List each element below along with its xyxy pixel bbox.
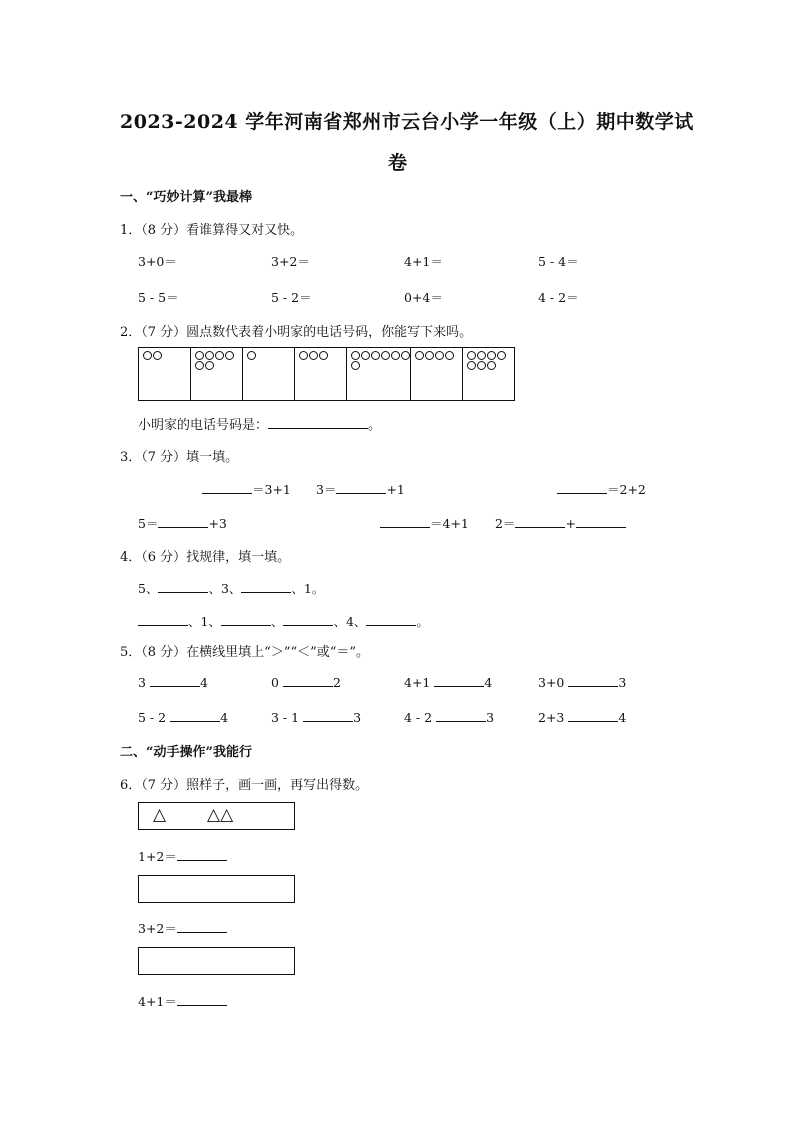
answer-blank[interactable]: [221, 614, 271, 626]
dot-circle: [247, 351, 256, 360]
dot-circle: [153, 351, 162, 360]
question-3-heading: 3．（7 分）填一填。: [120, 450, 239, 465]
answer-blank[interactable]: [177, 921, 227, 933]
q3-item: ＝2+2: [557, 480, 646, 498]
q6-equation: 3+2＝: [138, 919, 227, 937]
q5-compare: 0 2: [271, 675, 341, 690]
triangle-icon: △: [153, 805, 167, 825]
q6-equation: 1+2＝: [138, 847, 227, 865]
dot-cell: [411, 348, 463, 400]
answer-blank[interactable]: [170, 710, 220, 722]
dot-circle: [477, 361, 486, 370]
dot-circle: [195, 351, 204, 360]
q1-expression: 4+1＝: [404, 254, 443, 269]
answer-blank[interactable]: [202, 482, 252, 494]
q1-expression: 0+4＝: [404, 290, 443, 305]
q4-sequence-2: 、1、 、 、4、 。: [138, 612, 429, 630]
q1-expression: 3+0＝: [138, 254, 177, 269]
dot-circle: [361, 351, 370, 360]
dot-circle: [467, 361, 476, 370]
q5-compare: 4 - 2 3: [404, 710, 495, 725]
answer-blank[interactable]: [336, 482, 386, 494]
dot-circle: [381, 351, 390, 360]
q1-expression: 5 - 5＝: [138, 290, 179, 305]
drawing-box[interactable]: [138, 875, 295, 903]
answer-blank[interactable]: [436, 710, 486, 722]
dot-cell: [347, 348, 411, 400]
dot-circle: [425, 351, 434, 360]
answer-blank[interactable]: [380, 516, 430, 528]
answer-blank[interactable]: [576, 516, 626, 528]
q1-expression: 4 - 2＝: [538, 290, 579, 305]
dot-cell: [191, 348, 243, 400]
question-4-heading: 4．（6 分）找规律，填一填。: [120, 550, 291, 565]
answer-blank[interactable]: [268, 417, 368, 429]
answer-blank[interactable]: [283, 675, 333, 687]
dot-circle: [351, 361, 360, 370]
answer-blank[interactable]: [150, 675, 200, 687]
answer-blank[interactable]: [557, 482, 607, 494]
question-6-heading: 6．（7 分）照样子，画一画，再写出得数。: [120, 778, 369, 793]
dot-circle: [435, 351, 444, 360]
answer-blank[interactable]: [515, 516, 565, 528]
dot-circle: [371, 351, 380, 360]
answer-blank[interactable]: [283, 614, 333, 626]
answer-blank[interactable]: [568, 710, 618, 722]
q3-item: ＝3+1: [202, 480, 291, 498]
answer-blank[interactable]: [177, 849, 227, 861]
answer-blank[interactable]: [138, 614, 188, 626]
phone-answer-label: 小明家的电话号码是：: [138, 418, 269, 433]
q3-item: 2＝ +: [495, 514, 626, 532]
dot-circle: [195, 361, 204, 370]
q3-item: 5＝ +3: [138, 516, 227, 531]
answer-blank[interactable]: [158, 516, 208, 528]
dot-circle: [391, 351, 400, 360]
triangle-icon: △△: [207, 805, 234, 825]
q1-expression: 5 - 2＝: [271, 290, 312, 305]
answer-blank[interactable]: [366, 614, 416, 626]
question-1-heading: 1．（8 分）看谁算得又对又快。: [120, 223, 304, 238]
dot-circle: [467, 351, 476, 360]
section-heading-1: 一、“巧妙计算”我最棒: [120, 190, 252, 205]
dot-circle: [487, 351, 496, 360]
q5-compare: 3+0 3: [538, 675, 627, 690]
answer-blank[interactable]: [241, 581, 291, 593]
answer-blank[interactable]: [177, 994, 227, 1006]
q5-compare: 3 - 1 3: [271, 710, 362, 725]
dot-circle: [445, 351, 454, 360]
q5-compare: 2+3 4: [538, 710, 627, 725]
dot-circle: [401, 351, 410, 360]
phone-dot-table: [138, 347, 515, 401]
dot-circle: [205, 361, 214, 370]
dot-cell: [295, 348, 347, 400]
page-title: 2023-2024 学年河南省郑州市云台小学一年级（上）期中数学试: [120, 111, 694, 133]
answer-blank[interactable]: [158, 581, 208, 593]
q3-item: 3＝ +1: [316, 482, 405, 497]
q5-compare: 5 - 2 4: [138, 710, 229, 725]
dot-circle: [415, 351, 424, 360]
dot-circle: [351, 351, 360, 360]
q5-compare: 4+1 4: [404, 675, 493, 690]
dot-cell: [243, 348, 295, 400]
dot-circle: [143, 351, 152, 360]
dot-circle: [225, 351, 234, 360]
dot-circle: [319, 351, 328, 360]
dot-circle: [477, 351, 486, 360]
q5-compare: 3 4: [138, 675, 208, 690]
q3-item: ＝4+1: [380, 514, 469, 532]
dot-circle: [205, 351, 214, 360]
example-drawing-box: [138, 802, 295, 830]
q1-expression: 3+2＝: [271, 254, 310, 269]
page-title-continued: 卷: [388, 152, 408, 174]
dot-cell: [139, 348, 191, 400]
q1-expression: 5 - 4＝: [538, 254, 579, 269]
dot-circle: [215, 351, 224, 360]
question-5-heading: 5．（8 分）在横线里填上“＞”“＜”或“＝”。: [120, 645, 370, 660]
answer-blank[interactable]: [568, 675, 618, 687]
dot-circle: [309, 351, 318, 360]
drawing-box[interactable]: [138, 947, 295, 975]
question-2-heading: 2．（7 分）圆点数代表着小明家的电话号码，你能写下来吗。: [120, 325, 473, 340]
section-heading-2: 二、“动手操作”我能行: [120, 745, 252, 760]
answer-blank[interactable]: [434, 675, 484, 687]
answer-blank[interactable]: [303, 710, 353, 722]
q4-sequence-1: 5、 、3、 、1。: [138, 581, 325, 596]
dot-cell: [463, 348, 514, 400]
q6-equation: 4+1＝: [138, 992, 227, 1010]
dot-circle: [299, 351, 308, 360]
phone-answer-line: 小明家的电话号码是： 。: [138, 418, 382, 433]
dot-circle: [487, 361, 496, 370]
dot-circle: [497, 351, 506, 360]
